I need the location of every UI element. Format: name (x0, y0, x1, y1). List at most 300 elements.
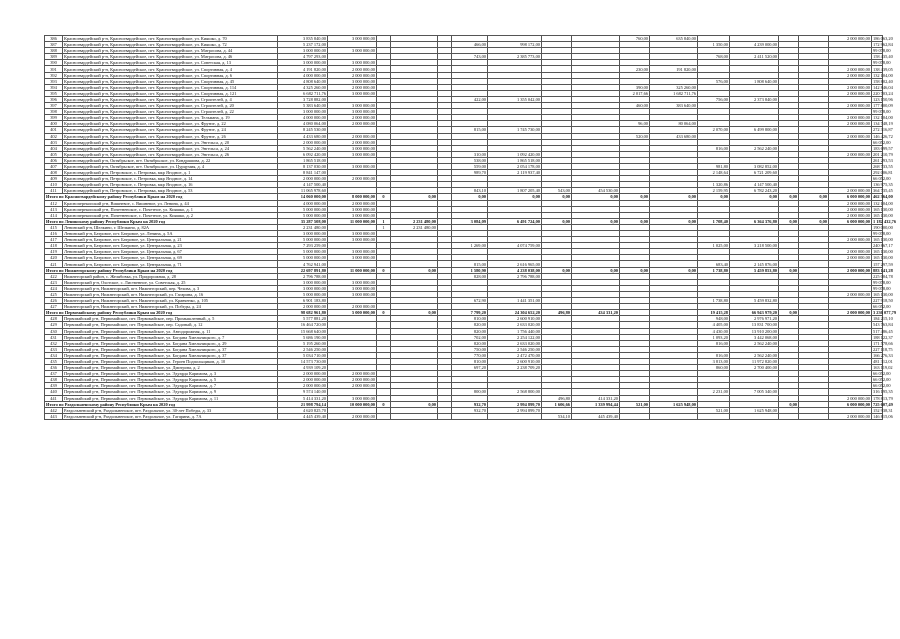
address-cell: Первомайский р-н, Первомайское, пгт. Первомайское, ул. Эдуарда Каримова, д. 11 (63, 395, 278, 401)
address-cell: Ленинский р-н, Батровое, пгт. Батровое, ул. Центральная, д. 67 (63, 249, 278, 255)
cell-c11: 434 331,20 (572, 310, 620, 316)
cell-c12: 2 017,66 (620, 90, 650, 96)
cell-total: 3 000 000,00 (278, 279, 328, 285)
address-cell: Первомайский р-н, Первомайское, пгт. Первомайское, ул. Богдана Хмельницкого, д. 37 (63, 346, 278, 352)
cell-c13: 1 625 948,00 (650, 401, 698, 407)
cell-c8: 422,00 (452, 96, 488, 102)
cell-c18: 2 000 000,00 (829, 291, 872, 297)
address-cell: Ленинский р-н, Шелкино, г. Шелкино, д. 82А (63, 224, 278, 230)
cell-c19: 183 699,57 (873, 145, 893, 151)
cell-c19: 66 052,00 (873, 304, 891, 310)
cell-c9: 2 568 800,00 (488, 389, 542, 395)
cell-c8: 7 799,20 (452, 310, 488, 316)
cell-fund: 3 000 000,00 (328, 285, 377, 291)
cell-c15: 6 721 209,60 (730, 170, 779, 176)
address-cell: Нижнегорский р-н, Нижнегорский, пгт. Нижнегорский, ул. Кравченко, д. 105 (63, 298, 278, 304)
cell-c14: 2 148,64 (698, 170, 730, 176)
cell-c8: 1 269,00 (452, 243, 488, 249)
row-number: 397 (45, 103, 63, 109)
cell-c12: 521,00 (620, 401, 650, 407)
cell-c19: 543 763,84 (873, 322, 893, 328)
address-cell: Первомайский р-н, Первомайское, пгт. Первомайское, пер. Промышленный, д. 5 (63, 316, 278, 322)
address-cell: Ленинский р-н, Батровое, пгт. Батровое, ул. Центральная, д. 21 (63, 237, 278, 243)
cell-fund: 3 000 000,00 (328, 151, 377, 157)
address-cell: Красногвардейский р-н, Красногвардейское, пгт. Красногвардейское, ул. Энгельса, д. 20 (63, 139, 278, 145)
cell-c13: 635 840,00 (650, 36, 698, 42)
cell-c19: 725 607,49 (873, 401, 893, 407)
cell-c14 (698, 413, 730, 419)
cell-c6: 0,00 (391, 267, 438, 273)
cell-c8: 697,20 (452, 365, 488, 371)
cell-total: 98 682 961,80 (278, 310, 328, 316)
cell-fund: 3 000 000,00 (328, 78, 377, 84)
cell-c14: 816,00 (698, 340, 730, 346)
cell-c19: 165 130,00 (873, 291, 893, 297)
cell-total: 3 000 000,00 (278, 48, 328, 54)
cell-total: 4 445 439,40 (278, 413, 328, 419)
cell-c14: 981,80 (698, 163, 730, 169)
address-cell: Красногвардейский р-н, Красногвардейское, пгт. Красногвардейское, ул. Спортивная, д. 45 (63, 78, 278, 84)
cell-c10: 1 606,66 (542, 401, 572, 407)
cell-total: 11 065 978,60 (278, 188, 328, 194)
cell-c18: 2 000 000,00 (829, 115, 872, 121)
cell-total: 4 433 680,00 (278, 133, 328, 139)
address-cell: Первомайский р-н, Первомайское, пгт. Первомайское, ул. Эдуарда Каримова, д. 9 (63, 389, 278, 395)
cell-total: 5 034 710,00 (278, 352, 328, 358)
row-number: 414 (45, 212, 63, 218)
cell-c10: 0,00 (542, 218, 572, 224)
address-cell: Красногвардейский р-н, Петровское, с. Петровка, мкр Ягодное, д. 1 (63, 170, 278, 176)
row-number: 419 (45, 249, 63, 255)
row-number: 387 (45, 42, 63, 48)
cell-c18: 2 000 000,00 (829, 121, 872, 127)
cell-total: 5 237 172,00 (278, 42, 328, 48)
row-number: 391 (45, 66, 63, 72)
row-number: 392 (45, 72, 63, 78)
cell-c13: 0,00 (650, 194, 698, 200)
row-number: 402 (45, 133, 63, 139)
address-cell: Красногвардейский р-н, Красногвардейское, пгт. Красногвардейское, ул. Советская, д. 13 (63, 60, 278, 66)
cell-c15: 2 700 400,00 (730, 365, 779, 371)
address-cell: Красногвардейский р-н, Красногвардейское, пгт. Красногвардейское, ул. Энгельса, д. 24 (63, 145, 278, 151)
cell-c10: 496,80 (542, 310, 572, 316)
address-cell: Нижнегорский р-н, Нижнегорский, пгт. Нижнегорский, ул. Гагарина, д. 16 (63, 291, 278, 297)
cell-fund: 3 000 000,00 (328, 249, 377, 255)
cell-c19: 146 426,72 (873, 133, 893, 139)
address-cell: Красногвардейский р-н, Красногвардейское, пгт. Красногвардейское, ул. Матросова, д. 46 (63, 54, 278, 60)
cell-c19: 225 004,78 (873, 273, 893, 279)
cell-c9: 1 092 420,00 (488, 151, 542, 157)
cell-c12 (620, 413, 650, 419)
address-cell: Красноперекопский р-н, Почетненское, с. Почетное, ул. Кияшко, д. 1 (63, 206, 278, 212)
cell-c9: 2 994 899,70 (488, 401, 542, 407)
cell-c19: 364 735,45 (873, 188, 893, 194)
cell-c18: 2 000 000,00 (829, 255, 872, 261)
address-cell: Красногвардейский р-н, Красногвардейское, пгт. Красногвардейское, ул. Фрунзе, д. 26 (63, 133, 278, 139)
cell-c13: 0,00 (650, 218, 698, 224)
cell-c9 (488, 413, 542, 419)
cell-c18: 2 000 000,00 (829, 267, 872, 273)
address-cell: Красногвардейский р-н, Красногвардейское, пгт. Красногвардейское, ул. Кияшко, д. 70 (63, 36, 278, 42)
cell-c6: 0,00 (391, 401, 438, 407)
address-cell: Первомайский р-н, Первомайское, пгт. Первомайское, ул. Дмитрова, д. 2 (63, 365, 278, 371)
cell-c6: 2 231 480,00 (391, 224, 438, 230)
address-cell: Первомайский р-н, Первомайское, пгт. Первомайское, ул. Автодорожная, д. 11 (63, 328, 278, 334)
cell-c18: 2 000 000,00 (829, 66, 872, 72)
cell-total: 4 000 000,00 (278, 72, 328, 78)
address-cell: Красногвардейский р-н, Красногвардейское, пгт. Красногвардейское, ул. Энгельса, д. 26 (63, 151, 278, 157)
cell-c15: 3 082 852,00 (730, 163, 779, 169)
cell-c14: 521,00 (698, 407, 730, 413)
cell-c14: 1 320,86 (698, 182, 730, 188)
cell-c19: 316 195,35 (873, 389, 893, 395)
cell-c15: 2 562 240,00 (730, 352, 779, 358)
cell-c19: 188 122,37 (873, 334, 893, 340)
cell-c17: 0,00 (799, 218, 829, 224)
row-number: 437 (45, 371, 63, 377)
row-number: 423 (45, 279, 63, 285)
cell-c10: 534,10 (542, 413, 572, 419)
cell-c19: 66 052,00 (873, 371, 891, 377)
cell-c14: 3 813,00 (698, 358, 730, 364)
cell-c16: 0,00 (779, 194, 799, 200)
cell-fund: 2 000 000,00 (328, 176, 377, 182)
cell-total: 9 574 140,00 (278, 389, 328, 395)
cell-c15: 7 005 340,00 (730, 389, 779, 395)
cell-c8: 3 084,09 (452, 218, 488, 224)
cell-c9: 1 865 518,00 (488, 157, 542, 163)
cell-total: 5 195 260,00 (278, 340, 328, 346)
cell-c18: 2 000 000,00 (829, 133, 872, 139)
row-number: 433 (45, 346, 63, 352)
cell-c5: 0 (377, 267, 391, 273)
cell-total: 5 577 881,20 (278, 316, 328, 322)
cell-c18: 2 000 000,00 (829, 151, 872, 157)
cell-c13: 325 260,00 (650, 84, 698, 90)
address-cell: Раздольненский р-н, Раздольненское, пгт. Раздольное, ул. 30-лет Победы, д. 33 (63, 407, 278, 413)
cell-c19: 66 052,00 (873, 139, 891, 145)
cell-c13: 383 640,00 (650, 103, 698, 109)
row-number: 411 (45, 188, 63, 194)
cell-c9: 998 172,00 (488, 42, 542, 48)
cell-total: 3 728 882,00 (278, 96, 328, 102)
cell-total: 16 464 720,00 (278, 322, 328, 328)
cell-fund: 2 000 000,00 (328, 139, 377, 145)
cell-c5: 1 (377, 218, 391, 224)
row-number: 426 (45, 298, 63, 304)
address-cell: Красногвардейский р-н, Красногвардейское, пгт. Красногвардейское, ул. Тельмана, д. 19 (63, 115, 278, 121)
cell-total: 5 000 000,00 (278, 291, 328, 297)
table-row (45, 413, 883, 419)
cell-c16: 0,00 (779, 310, 799, 316)
cell-c9: 2 238 709,20 (488, 365, 542, 371)
cell-c19: 272 316,87 (873, 127, 893, 133)
cell-c10: 0,00 (542, 194, 572, 200)
cell-c19: 292 006,81 (873, 170, 893, 176)
cell-total: 2 000 000,00 (278, 304, 328, 310)
cell-c12: 760,00 (620, 36, 650, 42)
cell-total: 4 797 293,00 (278, 54, 328, 60)
cell-c9: 2 600 910,00 (488, 358, 542, 364)
cell-c18: 2 000 000,00 (829, 200, 872, 206)
cell-c19: 268 733,55 (873, 164, 893, 170)
row-number: 388 (45, 48, 63, 54)
cell-c14: 1 708,40 (698, 218, 730, 224)
address-cell: Красногвардейский р-н, Красногвардейское, пгт. Красногвардейское, ул. Спортивная, д. 114 (63, 84, 278, 90)
cell-c14: 683,40 (698, 261, 730, 267)
capital-repair-table (44, 35, 897, 420)
cell-c15: 2 562 240,00 (730, 145, 779, 151)
cell-c16: 0,00 (779, 267, 799, 273)
cell-c8: 0,00 (452, 194, 488, 200)
cell-c13: 1 682 711,76 (650, 90, 698, 96)
cell-total: 2 796 788,00 (278, 273, 328, 279)
cell-fund: 3 000 000,00 (328, 206, 377, 212)
cell-total: 2 000 000,00 (278, 371, 328, 377)
cell-c8: 815,00 (452, 261, 488, 267)
cell-c16: 0,00 (779, 218, 799, 224)
cell-c14: 1 025,00 (698, 243, 730, 249)
district-total-label: Итого по Ленинскому району Республики Крым на 2020 год (45, 218, 278, 224)
cell-c19: 240 867,17 (873, 243, 893, 249)
row-number: 417 (45, 237, 63, 243)
cell-total: 5 562 240,00 (278, 145, 328, 151)
cell-total: 5 000 000,00 (278, 255, 328, 261)
cell-c9: 1 355 042,00 (488, 96, 542, 102)
cell-c6: 0,00 (391, 194, 438, 200)
cell-c11: 0,00 (572, 267, 620, 273)
cell-c18: 2 000 000,00 (829, 90, 872, 96)
cell-total: 6 901 183,80 (278, 298, 328, 304)
cell-c19: 165 130,00 (873, 206, 893, 212)
cell-fund: 3 000 000,00 (328, 255, 377, 261)
cell-total: 4 080 064,00 (278, 121, 328, 127)
cell-c8: 815,00 (452, 127, 488, 133)
cell-c18: 2 000 000,00 (829, 103, 872, 109)
cell-c8: 820,00 (452, 322, 488, 328)
cell-c19: 883 141,28 (873, 267, 893, 273)
address-cell: Нижнегорский р-н, Нижнегорский, пгт. Нижнегорский, ул. Победы, д. 24 (63, 304, 278, 310)
cell-c19: 99 078,00 (873, 231, 891, 237)
row-number: 432 (45, 340, 63, 346)
cell-c8: 310,00 (452, 151, 488, 157)
cell-fund: 3 000 000,00 (328, 237, 377, 243)
cell-c19: 3 236 077,79 (873, 310, 897, 316)
cell-fund: 5 000 000,00 (328, 310, 377, 316)
cell-c9: 2 385 773,00 (488, 54, 542, 60)
row-number: 404 (45, 145, 63, 151)
cell-total: 3 000 000,00 (278, 109, 328, 115)
cell-total: 5 000 000,00 (278, 212, 328, 218)
address-cell: Красноперекопский р-н, Почетненское, с. Почетное, ул. Кияшко, д. 2 (63, 212, 278, 218)
cell-fund: 2 000 000,00 (328, 66, 377, 72)
cell-fund: 3 000 000,00 (328, 109, 377, 115)
row-number: 421 (45, 261, 63, 267)
cell-c14: 1 738,80 (698, 267, 730, 273)
cell-fund: 3 000 000,00 (328, 291, 377, 297)
cell-c15: 4 147 500,40 (730, 182, 779, 188)
cell-total: 8 245 530,00 (278, 127, 328, 133)
address-cell: Красногвардейский р-н, Красногвардейское, пгт. Красногвардейское, ул. Спортивная, д. 121 (63, 90, 278, 96)
cell-c8: 672,90 (452, 298, 488, 304)
cell-c8: 750,00 (452, 346, 488, 352)
cell-c14: 2 070,00 (698, 127, 730, 133)
row-number: 441 (45, 395, 63, 401)
cell-c15: 2 562 240,00 (730, 340, 779, 346)
cell-c18: 2 000 000,00 (829, 310, 872, 316)
address-cell: Первомайский р-н, Первомайское, пгт. Первомайское, ул. Героев Подпольщиков, д. 10 (63, 358, 278, 364)
cell-c13 (650, 413, 698, 419)
cell-c12: 96,00 (620, 121, 650, 127)
cell-fund: 3 000 000,00 (328, 60, 377, 66)
cell-c8: 800,00 (452, 389, 488, 395)
row-number: 422 (45, 273, 63, 279)
row-number: 396 (45, 96, 63, 102)
row-number: 410 (45, 182, 63, 188)
cell-c18: 2 000 000,00 (829, 413, 872, 419)
cell-c14: 768,00 (698, 54, 730, 60)
cell-total: 5 686 190,00 (278, 334, 328, 340)
cell-fund: 2 000 000,00 (328, 133, 377, 139)
row-number: 399 (45, 115, 63, 121)
cell-c12: 0,00 (620, 218, 650, 224)
cell-fund: 3 000 000,00 (328, 231, 377, 237)
cell-c19: 186 063,20 (873, 36, 893, 42)
cell-c15: 5 459 853,80 (730, 267, 779, 273)
cell-c11: 0,00 (572, 218, 620, 224)
address-cell: Первомайский р-н, Первомайское, пгт. Первомайское, ул. Эдуарда Каримова, д. 7 (63, 383, 278, 389)
row-number: 390 (45, 60, 63, 66)
cell-c5: 0 (377, 401, 391, 407)
cell-c19: 165 130,00 (873, 255, 893, 261)
cell-c9: 1 745 730,00 (488, 127, 542, 133)
address-cell: Первомайский р-н, Первомайское, пгт. Первомайское, ул. Эдуарда Каримова, д. 3 (63, 371, 278, 377)
cell-c13: 0,00 (650, 267, 698, 273)
cell-c19: 177 800,09 (873, 103, 893, 109)
cell-c18: 2 000 000,00 (829, 84, 872, 90)
cell-total: 4 808 640,00 (278, 78, 328, 84)
cell-c15: 2 976 971,20 (730, 316, 779, 322)
cell-total: 4 000 000,00 (278, 200, 328, 206)
row-number: 438 (45, 377, 63, 383)
cell-c19: 99 078,00 (873, 279, 891, 285)
cell-c15: 11 972 820,00 (730, 358, 779, 364)
cell-total: 35 287 508,00 (278, 218, 328, 224)
cell-total: 3 000 000,00 (278, 231, 328, 237)
cell-c15: 3 218 500,00 (730, 243, 779, 249)
cell-c5: 0 (377, 194, 391, 200)
cell-c19: 227 118,75 (873, 346, 893, 352)
cell-total: 7 293 259,00 (278, 243, 328, 249)
row-number: 401 (45, 127, 63, 133)
cell-c15: 6 782 243,20 (730, 188, 779, 194)
cell-c5: 1 (377, 224, 391, 230)
cell-c11: 414 331,20 (572, 395, 620, 401)
row-number: 428 (45, 316, 63, 322)
cell-c5 (377, 413, 391, 419)
address-cell: Красногвардейский р-н, Красногвардейское, пгт. Красногвардейское, ул. Строителей, д. 4 (63, 96, 278, 102)
cell-c18: 2 000 000,00 (829, 237, 872, 243)
cell-c8: 559,00 (452, 163, 488, 169)
cell-c19: 220 703,24 (873, 90, 893, 96)
cell-c14: 948,00 (698, 316, 730, 322)
cell-c19: 66 052,00 (873, 176, 891, 182)
cell-c8: 702,00 (452, 334, 488, 340)
cell-c14: 4 430,00 (698, 328, 730, 334)
cell-fund: 2 000 000,00 (328, 377, 377, 383)
cell-c19: 172 962,84 (873, 42, 893, 48)
cell-c9: 2 546 250,00 (488, 346, 542, 352)
cell-c19: 158 435,40 (873, 54, 893, 60)
cell-c19: 99 078,00 (873, 48, 891, 54)
cell-c18: 2 000 000,00 (829, 36, 872, 42)
cell-c15: 3 442 068,00 (730, 334, 779, 340)
cell-total: 4 620 825,70 (278, 407, 328, 413)
cell-c12: 0,00 (620, 267, 650, 273)
cell-c12: 390,00 (620, 84, 650, 90)
cell-c18: 2 000 000,00 (829, 206, 872, 212)
cell-c9: 2 994 899,70 (488, 407, 542, 413)
row-number: 436 (45, 365, 63, 371)
cell-fund: 11 000 000,00 (328, 218, 377, 224)
cell-c15: 2 145 876,00 (730, 261, 779, 267)
cell-c13: 433 680,00 (650, 133, 698, 139)
cell-c18: 6 000 000,00 (829, 194, 872, 200)
address-cell: Первомайский р-н, Первомайское, пгт. Первомайское, ул. Богдана Хмельницкого, д. 29 (63, 340, 278, 346)
cell-fund: 8 000 000,00 (328, 194, 377, 200)
cell-c19: 166 276,33 (873, 352, 893, 358)
cell-c15: 4 239 000,00 (730, 42, 779, 48)
address-cell: Красногвардейский р-н, Красногвардейское, пгт. Красногвардейское, ул. Фрунзе, д. 24 (63, 127, 278, 133)
cell-fund: 2 000 000,00 (328, 304, 377, 310)
cell-c8: 932,70 (452, 401, 488, 407)
row-number: 425 (45, 291, 63, 297)
cell-c8: 1 580,90 (452, 267, 488, 273)
cell-c14: 860,00 (698, 365, 730, 371)
cell-c19: 99 078,00 (873, 109, 891, 115)
cell-c15: 66 943 979,20 (730, 310, 779, 316)
row-number: 413 (45, 206, 63, 212)
row-number: 400 (45, 121, 63, 127)
cell-c9: 2 254 122,00 (488, 334, 542, 340)
cell-fund: 3 000 000,00 (328, 36, 377, 42)
cell-c6: 0,00 (391, 310, 438, 316)
row-number: 403 (45, 139, 63, 145)
district-total-label: Итого по Красногвардейскому району Республики Крым на 2020 год (45, 194, 278, 200)
cell-c9: 4 238 038,00 (488, 267, 542, 273)
row-number: 393 (45, 78, 63, 84)
cell-c9: 2 796 788,00 (488, 273, 542, 279)
cell-c15: 2 411 520,00 (730, 54, 779, 60)
cell-c16 (779, 413, 799, 419)
cell-c9: 1 441 351,00 (488, 298, 542, 304)
row-number: 398 (45, 109, 63, 115)
row-number: 394 (45, 84, 63, 90)
row-number: 434 (45, 352, 63, 358)
cell-c14: 1 093,20 (698, 334, 730, 340)
cell-c14: 756,00 (698, 96, 730, 102)
address-cell: Ленинский р-н, Батровое, пгт. Батровое, ул. Центральная, д. 23 (63, 243, 278, 249)
cell-c12: 460,00 (620, 103, 650, 109)
cell-c19: 123 150,96 (873, 96, 893, 102)
cell-c6: 2 231 480,00 (391, 218, 438, 224)
cell-c19: 152 938,31 (873, 407, 893, 413)
cell-c15: 13 910 200,00 (730, 328, 779, 334)
cell-total: 4 762 941,00 (278, 261, 328, 267)
cell-c19: 136 975,35 (873, 182, 893, 188)
cell-fund: 2 000 000,00 (328, 121, 377, 127)
cell-c15: 13 831 700,00 (730, 322, 779, 328)
